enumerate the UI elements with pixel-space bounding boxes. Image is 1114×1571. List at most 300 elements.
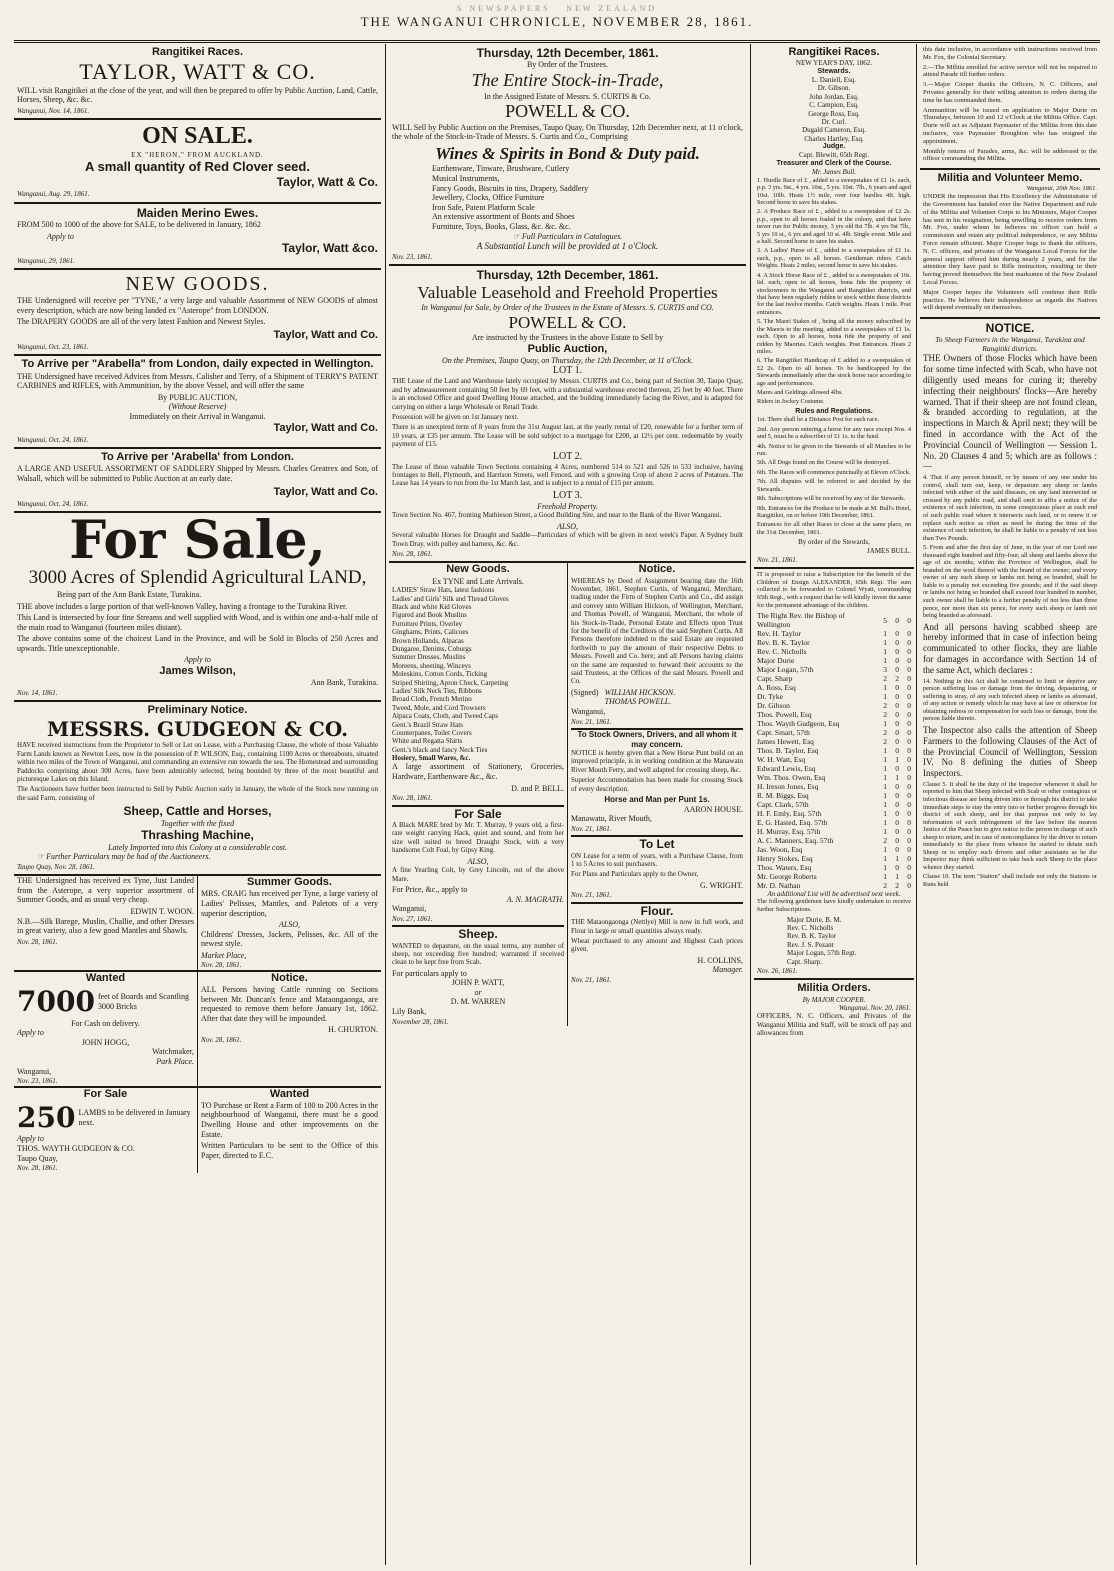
ad-body: Monthly returns of Parades, arms, &c. will be addressed to the officer commanding the Militia.	[923, 147, 1097, 163]
ad-body: Superior Accommodation has been made for crossing Stock of every description.	[571, 776, 743, 793]
amount-pence: 0	[907, 881, 911, 891]
ad-or: or	[474, 987, 482, 997]
ad-date: Wanganui, Aug. 29, 1861.	[17, 190, 90, 199]
ad-body: THE Undersigned will receive per "TYNE," a very large and valuable Assortment of NEW GOODS of almost every description, which are now being landed ex "Asterope" from LONDON.	[17, 296, 378, 315]
amount-pence: 0	[907, 656, 911, 666]
ad-body: THE Lease of the Land and Warehouse lately occupied by Messrs. CURTIS and Co., being part of Section 30, Taupo Quay, and by admeasurement containing 50 feet by 69 feet, with a substantial warehouse erected thereon, 25 feet by 40 feet. There is an enclosed Office and good Dwelling House attached, and the building immediately facing the River, and is adapted for carrying on either a large Wholesale or Retail Trade.	[392, 377, 743, 411]
subscription-row	[757, 818, 911, 827]
goods-item: Iron Safe, Patent Platform Scale	[432, 202, 535, 212]
amount-pence: 0	[907, 773, 911, 783]
amount-shillings: 0	[895, 683, 899, 693]
amount-pounds: 1	[883, 746, 887, 756]
ad-subhead: Judge.	[822, 143, 846, 151]
ad-subhead: Rules and Regulations.	[795, 407, 873, 415]
amount-shillings: 0	[895, 737, 899, 747]
amount-shillings: 0	[895, 818, 899, 828]
amount-pounds: 1	[883, 755, 887, 765]
race-item: 1. Hurdle Race of £ , added to a sweepstakes of £1 1s. each, p.p. 3 yrs. 9st., 4 yrs. 10st., 5 yrs. 10st. 7lb., 6 years and aged 10st. 10lb. Heats 1½ mile, over four hurdles 4ft. high. Second horse to save his stakes.	[757, 176, 911, 206]
subscription-row	[757, 674, 911, 683]
steward-name: George Ross, Esq.	[808, 109, 860, 118]
subscription-row	[757, 719, 911, 728]
ad-signature: Taylor, Watt &co.	[281, 241, 378, 256]
amount-pence: 0	[907, 800, 911, 810]
amount-pence: 0	[907, 755, 911, 765]
ad-arabella-saddlery	[14, 449, 381, 513]
subscription-row	[757, 647, 911, 656]
amount-pence: 0	[907, 872, 911, 882]
ad-date: Wanganui, Oct. 23, 1861.	[17, 343, 89, 352]
masthead	[14, 4, 1100, 43]
ad-line: By order of the Stewards,	[798, 538, 870, 547]
ad-woon	[14, 876, 198, 970]
ad-date: Nov. 14, 1861.	[17, 688, 58, 697]
ad-body: The Lease of those valuable Town Sections containing 4 Acres, numbered 514 to 521 and 526 to 533 inclusive, having frontages to Bell, Plymouth, and Harrison Streets, well Fenced, and with a growing Crop of about 2 acres of Potatoes. The Lease has 14 years to run from the 1st March last, and is subject to a rental of £15 per annum.	[392, 462, 743, 488]
subscriber-name: Thos. B. Taylor, Esq	[757, 746, 819, 756]
ad-title: New Goods.	[446, 563, 510, 576]
ad-body: The above contains some of the choicest Land in the Province, and will be Sold in Blocks of 250 Acres and upwards. Title unexceptionable.	[17, 634, 378, 653]
ad-body: Being part of the Ann Bank Estate, Turakina.	[57, 589, 202, 599]
ad-title: Summer Goods.	[247, 876, 332, 889]
amount-pounds: 2	[883, 674, 887, 684]
goods-item: Brown Hollands, Alpacas	[392, 636, 464, 645]
receiver-name: Major Durie, B. M.	[787, 915, 842, 924]
amount-pence: 0	[907, 845, 911, 855]
ad-subhead: Stewards.	[817, 67, 851, 75]
subscription-row	[757, 863, 911, 872]
ad-date: Wanganui, 20th Nov. 1861.	[1026, 185, 1097, 193]
amount-pounds: 1	[883, 854, 887, 864]
goods-item: Furniture Prints, Overley	[392, 619, 463, 628]
ad-to-let	[571, 837, 743, 904]
subscription-row	[757, 800, 911, 809]
ad-date: Wanganui, Oct. 24, 1861.	[17, 435, 89, 444]
subscription-row	[757, 683, 911, 692]
ad-wanted-boards	[14, 972, 198, 1086]
amount-pence: 0	[907, 701, 911, 711]
amount-pounds: 1	[883, 827, 887, 837]
ad-body: Major Cooper hopes the Volunteers will continue their Rifle practice. He believes their independence as regards the Natives will depend eventually on themselves.	[923, 288, 1097, 312]
rule-item: 2nd. Any person entering a horse for any race except Nos. 4 and 5, must be a subscriber of £1 1s. to the fund.	[757, 425, 911, 441]
subscriber-name: Mr. D. Nathan	[757, 881, 801, 891]
subscription-row	[757, 746, 911, 755]
ad-quantity	[17, 1101, 194, 1135]
amount-pounds: 5	[883, 615, 887, 625]
ad-subtitle: Ex TYNE and Late Arrivals.	[432, 576, 524, 586]
firm-name: MESSRS. GUDGEON & CO.	[46, 717, 349, 742]
goods-item: Earthenware, Tinware, Brushware, Cutlery	[432, 164, 570, 174]
amount-pence: 0	[907, 863, 911, 873]
ad-merino-ewes	[14, 204, 381, 270]
ad-date: Nov. 28, 1861.	[17, 1164, 58, 1173]
rule-item: 4th. Notice to be given to the Stewards of all Matches to be run.	[757, 442, 911, 457]
amount-pounds: 1	[883, 845, 887, 855]
ad-line: (Without Reserve)	[168, 402, 227, 412]
subscription-row	[757, 773, 911, 782]
ad-apply: Apply to	[17, 1134, 44, 1144]
receiver-name: Rev. B. K. Taylor	[787, 932, 837, 941]
amount-pounds: 1	[883, 692, 887, 702]
amount-shillings: 0	[895, 615, 899, 625]
amount-shillings: 0	[895, 791, 899, 801]
judge-name: Capt. Blewitt, 65th Regt.	[799, 151, 869, 160]
rule-item: 8th. Subscriptions will be received by any of the Stewards.	[757, 495, 906, 503]
ad-column-left	[389, 563, 568, 1026]
column-4	[920, 44, 1100, 1565]
ad-line: For Price, &c., apply to	[392, 884, 468, 894]
amount-pence: 0	[907, 728, 911, 738]
ad-body: Wheat purchased to any amount and Highest Cash prices given.	[571, 936, 743, 954]
subscription-row	[757, 737, 911, 746]
ad-date: Nov. 28, 1861.	[392, 794, 433, 803]
ad-line	[17, 852, 378, 862]
goods-item: Furniture, Toys, Books, Glass, &c. &c. &c.	[432, 221, 571, 231]
race-item: 3. A Ladies' Purse of £ , added to a sweepstakes of £1 1s. each, p.p., open to all horses. Gentleman riders. Catch Weights. Heats 2 miles, second horse to save his stakes.	[757, 247, 911, 270]
ad-date: November 28, 1861.	[392, 1017, 449, 1026]
subscription-row	[757, 854, 911, 863]
race-item: 5. The Maori Stakes of , being all the money subscribed by the Maoris to the meeting, added to a sweepstakes of £1 1s. each. Open to all horses, bona fide the property of and ridden by Maories. Catch weights. Post Entrances. Heats 2 miles.	[757, 318, 911, 355]
ad-line-text: Full Particulars in Catalogues.	[521, 231, 623, 241]
subscription-row	[757, 611, 911, 629]
ad-body: UNDER the impression that His Excellency the Administrator of the Government has handed over the Native Department and rule of the Militia and Volunteer Corps to his Ministers, Major Cooper has sent in his resignation, being unwilling to receive orders from Mr. Fox, under whom he believes no officer can hold a commission and retain any political independence, or any Militia Force remain efficient. Major Cooper begs to thank the officers, N. C. officers, and privates of the Wanganui Local Forces for the general support offered him during nearly 2 years, and for the attention they have paid to Rifle instruction, resulting in their having proved themselves the best marksmen of the New Zealand Local Forces.	[923, 193, 1097, 286]
rule-item: 1st. There shall be a Distance Post for each race.	[757, 416, 880, 424]
ad-body: TO Purchase or Rent a Farm of 100 to 200 Acres in the neighbourhood of Wanganui, there must be a good Dwelling House and other improvements on the Estate.	[201, 1100, 378, 1139]
ad-body: There is an unexpired term of 8 years from the 31st August last, at the yearly rental of £20, renewable for a further term of 10 years, at £35 per annum. The Lease will be sold subject to a mortgage for £200, at 12½ per cent. redeemable by yearly payment of £15.	[392, 423, 743, 449]
ad-body: THE Mataongaonga (Nettlye) Mill is now in full work, and Flour in large or small quantities always ready.	[571, 918, 743, 935]
receiver-name: Capt. Sharp.	[787, 957, 822, 966]
ad-rangitikei-races	[754, 44, 914, 569]
race-item: 2. A Produce Race of £ , added to a sweepstakes of £2 2s. p.p., open to all horses foaled in the colony, and that have never run for Public money, 3 yrs old 8st 7lb. 4 yrs 9st 7lb., 5 yrs 10 st., 6 yrs and aged 10 st. 4lb. Single event. Mile and a half. Second horse to save his stakes.	[757, 208, 911, 246]
amount-pence: 0	[907, 674, 911, 684]
ad-body: A fine Yearling Colt, by Grey Lincoln, out of the above Mare.	[392, 866, 564, 883]
ad-line: Are instructed by the Trustees in the above Estate to Sell by	[471, 333, 664, 343]
amount-shillings: 1	[895, 854, 899, 864]
ad-number: 250	[17, 1100, 76, 1134]
ad-title: To Arrive per 'Arabella' from London.	[101, 451, 294, 464]
ad-row	[14, 1086, 381, 1173]
ad-new-goods-bell	[392, 563, 564, 806]
ad-militia-memo	[920, 170, 1100, 319]
ad-title: ON SALE.	[142, 123, 253, 150]
rules-list	[757, 416, 911, 536]
ad-for-sale-land	[14, 513, 381, 702]
goods-item: Striped Shirting, Apron Check, Carpeting	[392, 678, 509, 687]
ad-body: NOTICE is hereby given that a New Horse Punt build on an improved principle, is in working condition at the Manawatu River Mouth Ferry, and well adapted for crossing sheep, &c.	[571, 749, 743, 774]
amount-pence: 0	[907, 827, 911, 837]
amount-pence: 0	[907, 683, 911, 693]
ad-body: For Plans and Particulars apply to the Owner,	[571, 870, 699, 879]
steward-name: Dugald Cameron, Esq.	[802, 126, 866, 135]
ad-title: Rangitikei Races.	[151, 46, 244, 58]
ad-stock-in-trade	[389, 44, 746, 266]
subscription-row	[757, 755, 911, 764]
ad-quantity	[17, 985, 194, 1019]
amount-pounds: 1	[883, 809, 887, 819]
amount-pounds: 1	[883, 647, 887, 657]
ad-row	[14, 876, 381, 970]
ad-body: N.B.—Silk Barege, Muslin, Challie, and other Dresses in great variety, also a few good Mantles and Shawls.	[17, 916, 194, 936]
rule-item: Entrances for all other Races to close at the same place, on the 31st December, 1861.	[757, 521, 911, 536]
goods-item: Gent.'s black and fancy Neck Ties	[392, 745, 488, 754]
ad-place: Manawatu, River Mouth,	[571, 814, 652, 824]
ad-line: For particulars apply to	[392, 968, 467, 978]
treasurer-name: Mr. James Bull.	[812, 168, 856, 177]
ad-subhead: Treasurer and Clerk of the Course.	[776, 159, 892, 167]
ad-line: Immediately on their Arrival in Wanganui.	[129, 412, 266, 421]
race-item: Riders in Jockey Costume.	[757, 398, 825, 406]
ad-gudgeon-preliminary	[14, 702, 381, 876]
subscription-row	[757, 764, 911, 773]
amount-shillings: 0	[895, 728, 899, 738]
ad-subtitle: In the Assigned Estate of Messrs. S. CURTIS & Co.	[484, 91, 651, 101]
subscriber-name: A. C. Manners, Esq. 57th	[757, 836, 834, 846]
ad-date: Nov. 23, 1861.	[17, 1077, 58, 1086]
amount-shillings: 1	[895, 773, 899, 783]
ad-body: THE Owners of those Flocks which have been for some time infected with Scab, who have not diligently used means for curing it; thereby infecting their neighbours' flocks—Are hereby warned. That if their sheep are not found clean, & branded according to regulation, at the inspections in March & April next; they will be fined in accordance with the Act of the Provincial Council of Wellington — Session 1. No. 20 Clauses 4 and 5; which are as follows :—	[923, 353, 1097, 472]
subscription-row	[757, 782, 911, 791]
subscriber-name: Henry Stokes, Esq	[757, 854, 813, 864]
goods-item: An extensive assortment of Boots and Shoes	[432, 212, 575, 222]
subscription-row	[757, 728, 911, 737]
subscription-row	[757, 629, 911, 638]
amount-pence: 0	[907, 629, 911, 639]
ad-signature: JAMES BULL.	[867, 546, 911, 555]
subscriber-name: Dr. Tyke	[757, 692, 784, 702]
ad-signature: Park Place.	[156, 1057, 194, 1067]
subscriber-name: R. M. Biggs, Esq	[757, 791, 809, 801]
ad-subtitle: To Sheep Farmers in the Wanganui, Turakina and Rangitiki districts.	[935, 335, 1085, 354]
ad-signature: James Wilson,	[159, 665, 236, 678]
masthead-title: THE WANGANUI CHRONICLE, NOVEMBER 28, 1861.	[360, 14, 754, 29]
ad-body: 14. Nothing in this Act shall be construed to limit or deprive any person suffering loss or damage from the driving, depasturing, or suffering to stray, of any such infected sheep or lambs as aforesaid, of any action or remedy which he may have at law or otherwise for obtaining redress or compensation for such loss or damage, from the person liable thereto.	[923, 677, 1097, 723]
goods-item: Hosiery, Small Wares, &c.	[392, 754, 471, 763]
amount-shillings: 0	[895, 800, 899, 810]
amount-shillings: 0	[895, 710, 899, 720]
goods-item: Ladies' and Girls' Silk and Thread Gloves	[392, 594, 509, 603]
ad-flour	[571, 904, 743, 985]
ad-title: Militia and Volunteer Memo.	[937, 172, 1083, 185]
subscriber-name: Capt. Clark, 57th	[757, 800, 809, 810]
firm-name: POWELL & CO.	[505, 101, 630, 122]
lot-heading: LOT 1.	[552, 365, 583, 377]
ad-title: For Sale,	[69, 513, 326, 572]
ad-body: IT is proposed to raise a Subscription for the benefit of the Children of Ensign ALEXANDER, 65th Regt. The sum collected to be forwarded to Colonel Wyatt, commanding 65th Regt., with a request that he will kindly invest the same for the permanent advantage of the children.	[757, 571, 911, 609]
ad-signature-block	[605, 688, 676, 707]
column-1	[14, 44, 381, 1565]
amount-pounds: 1	[883, 773, 887, 783]
goods-item: Moreens, sheeting, Winceys	[392, 661, 471, 670]
ad-title: To Let	[639, 837, 675, 852]
amount-shillings: 0	[895, 647, 899, 657]
ad-signature-place: Ann Bank, Turakina.	[310, 678, 378, 688]
amount-pounds: 1	[883, 818, 887, 828]
receiver-name: Rev. J. S. Pezant	[787, 940, 834, 949]
subscriber-name: Rev. B. K. Taylor	[757, 638, 810, 648]
race-list	[757, 177, 911, 406]
ad-militia-orders-cont	[920, 44, 1100, 170]
ad-date: Nov. 26, 1861.	[757, 966, 798, 975]
race-item: 6. The Rangitikei Handicap of £ added to a sweepstakes of £2 2s. Open to all horses. To be handicapped by the Stewards immediately after the stock horse race according to age and performances.	[757, 357, 911, 387]
column-3	[754, 44, 914, 1565]
ad-body: HAVE received instructions from the Proprietor to Sell or Let on Lease, with a Purchasing Clause, the whole of those Valuable Farm Lands known as Newton Lees, now in the possession of P. WILSON, Esq., containing 1100 Acres or thereabouts, situated within two miles of the Town of Wanganui, and commanding an extensive run towards the sea. The Homestead and surrounding Paddocks comprising about 300 Acres, have been admirably selected, being bounded by three of the most beautiful and picturesque Lakes on this Island.	[17, 741, 378, 783]
steward-list	[757, 76, 911, 143]
ad-signature: Taylor, Watt and Co.	[273, 421, 378, 434]
subscription-table	[757, 611, 911, 890]
ad-punt-notice	[571, 730, 743, 837]
ad-signature: THOS. WAYTH GUDGEON & CO.	[17, 1143, 135, 1153]
rule-item: 9th. Entrances for the Produce to be made at M. Bull's Hotel, Rangitikei, on or before 19th December, 1861.	[757, 504, 911, 519]
ad-signature: D. M. WARREN	[450, 997, 506, 1007]
subscriber-name: Thos. Waters, Esq	[757, 863, 812, 873]
amount-pounds: 1	[883, 782, 887, 792]
ad-body: FROM 500 to 1000 of the above for SALE, to be delivered in January, 1862	[17, 220, 261, 230]
amount-pounds: 1	[883, 638, 887, 648]
amount-pence: 0	[907, 737, 911, 747]
ad-militia-orders	[754, 980, 914, 1042]
ad-line: On the Premises, Taupo Quay, on Thursday, the 12th December, at 11 o'Clock.	[442, 355, 693, 365]
subscription-row	[757, 692, 911, 701]
ad-subtitle: In Wanganui for Sale, by Order of the Trustees in the Estate of Messrs. S. CURTIS and CO.	[421, 303, 714, 313]
ad-place: Wanganui,	[17, 1066, 52, 1076]
ad-signature: Taylor, Watt and Co.	[273, 485, 378, 498]
goods-item: Summer Dresses, Muslins	[392, 653, 466, 662]
ad-signed: (Signed)	[571, 687, 599, 697]
ad-date: Nov. 21, 1861.	[757, 555, 798, 564]
ad-on-sale	[14, 120, 381, 204]
ad-subhead: Sheep, Cattle and Horses,	[123, 804, 272, 819]
amount-shillings: 0	[895, 692, 899, 702]
goods-item: Alpaca Coats, Cloth, and Tweed Caps	[392, 712, 499, 721]
goods-item: Tweed, Mole, and Cord Trowsers	[392, 703, 486, 712]
subscriber-name: Capt. Sharp	[757, 674, 793, 684]
steward-name: John Jordan, Esq.	[809, 92, 859, 101]
amount-pounds: 2	[883, 710, 887, 720]
ad-line: By PUBLIC AUCTION,	[157, 392, 238, 402]
ad-body: The DRAPERY GOODS are all of the very latest Fashion and Newest Styles.	[17, 317, 266, 327]
ad-apply: Apply to	[17, 1028, 44, 1038]
ad-apply: Apply to	[47, 231, 74, 241]
ad-line: For Cash on delivery.	[71, 1018, 140, 1028]
goods-item: Ginghams, Prints, Calicoes	[392, 628, 469, 637]
ad-date-head: Thursday, 12th December, 1861.	[476, 268, 659, 283]
subscriber-name: Major Durie	[757, 656, 795, 666]
ad-line-text: Further Particulars may be had of the Auctioneers.	[46, 852, 211, 862]
ad-title: NEW GOODS.	[125, 273, 270, 296]
ad-for-sale-lambs	[14, 1088, 198, 1173]
ad-body: 5. From and after the first day of June, in the year of our Lord one thousand eight hundred and fifty-four, all sheep and lambs above the age of six months, within the Province of Wellington, shall be branded on the wool thereof with the brand of the owner; and every owner of any such sheep or lambs not being so branded, shall be liable to a penalty not exceeding five pounds; and if the said sheep or lambs not being so branded shall exceed four hundred in number, such owner shall be liable to a further penalty of not less than three pence, nor more than six pence, for every such sheep or lamb not being branded as aforesaid.	[923, 544, 1097, 620]
amount-pounds: 2	[883, 737, 887, 747]
ad-line: Lately Imported into this Colony at a considerable cost.	[108, 842, 287, 852]
subscriber-name: Mr. George Roberts	[757, 872, 817, 882]
ad-date: Nov. 28, 1861.	[201, 961, 242, 970]
amount-pounds: 1	[883, 683, 887, 693]
column-rule	[750, 44, 751, 1565]
ad-title: Rangitikei Races.	[788, 46, 880, 58]
subscription-row	[757, 827, 911, 836]
ad-headline: Wines & Spirits in Bond & Duty paid.	[435, 143, 700, 163]
subscription-row	[757, 836, 911, 845]
amount-pounds: 1	[883, 800, 887, 810]
ad-title: Preliminary Notice.	[147, 704, 248, 717]
amount-shillings: 0	[895, 746, 899, 756]
amount-shillings: 0	[895, 665, 899, 675]
ad-line: A Substantial Lunch will be provided at 1 o'Clock.	[476, 241, 659, 252]
amount-pence: 0	[907, 647, 911, 657]
subscription-row	[757, 665, 911, 674]
ad-subhead: Thrashing Machine,	[141, 828, 254, 843]
subscription-row	[757, 872, 911, 881]
amount-pence: 0	[907, 746, 911, 756]
subscription-row	[757, 701, 911, 710]
ad-body: A Black MARE bred by Mr. T. Murray, 9 years old, a first-rate weight carrying Hack, quiet and sound, and from her size well suited to breed Draught Stock, with a very handsome Colt Foal, by Gipsy King.	[392, 821, 564, 855]
ad-arabella-carbines	[14, 356, 381, 449]
ad-body: The Auctioneers have further been instructed to Sell by Public Auction early in January, the whole of the Stock now running on the said Farm, consisting of	[17, 785, 378, 802]
ad-title: Militia Orders.	[797, 982, 871, 995]
goods-item: Broad Cloth, French Merino	[392, 695, 472, 704]
amount-shillings: 0	[895, 782, 899, 792]
ad-date: Nov. 28, 1861.	[17, 937, 58, 946]
ad-rangitikei-taylor	[14, 44, 381, 120]
ad-body: Clause 5. It shall be the duty of the Inspector whenever it shall be reported to him that Sheep infected with Scab or other contagious or infectious disease are being driven into or through his district to take immediate steps to stay the entry into or further progress through his district of such sheep, and for that purpose not only to lay information of such infringement of the law before the nearest Justice of the Peace but to give notice to the person in charge of such sheep to return, and in case of noncompliance by the driver to return immediately to the place from whence he started to detain such Sheep or to employ such drivers and other assistants as he the Inspector may think sufficient to take back such Sheep to the place whence they started.	[923, 780, 1097, 871]
ad-body: Childrens' Dresses, Jackets, Pelisses, &c. All of the newest style.	[201, 929, 378, 949]
ad-apply: Apply to	[184, 655, 211, 665]
ad-body: ON Lease for a term of years, with a Purchase Clause, from 1 to 5 Acres to suit purchasers.	[571, 851, 743, 868]
amount-pounds: 1	[883, 719, 887, 729]
ad-summer-goods	[198, 876, 381, 970]
ad-title: Flour.	[640, 903, 674, 918]
ad-body: this date inclusive, in accordance with instructions received from Mr. Fox, the Colonial Secretary.	[923, 46, 1097, 61]
subscription-row	[757, 845, 911, 854]
ad-place: Lily Bank,	[392, 1007, 427, 1017]
amount-shillings: 2	[895, 881, 899, 891]
ad-signature: AARON HOUSE.	[683, 804, 743, 814]
amount-pence: 0	[907, 764, 911, 774]
ad-column-right	[568, 563, 746, 1026]
ad-title: To Arrive per "Arabella" from London, daily expected in Wellington.	[21, 358, 374, 371]
lot-heading: LOT 2.	[552, 450, 583, 462]
amount-pounds: 2	[883, 728, 887, 738]
subscription-row	[757, 638, 911, 647]
steward-name: C. Campion, Esq.	[809, 101, 859, 110]
amount-pounds: 2	[883, 881, 887, 891]
amount-shillings: 0	[895, 845, 899, 855]
column-rule	[916, 44, 917, 1565]
ad-date: Nov. 23, 1861.	[392, 252, 433, 261]
ad-signature: A. N. MAGRATH.	[506, 894, 564, 904]
goods-list	[392, 586, 564, 762]
goods-item: Musical Instruments,	[432, 173, 500, 183]
ad-title: Maiden Merino Ewes.	[136, 205, 259, 220]
pointing-hand-icon: ☞	[512, 231, 522, 241]
subscriber-name: H. F. Emly, Esq. 57th	[757, 809, 822, 819]
goods-item: Moleskins, Cotton Cords, Ticking	[392, 670, 488, 679]
ad-body: THE Undersigned have received Advices from Messrs. Calisher and Terry, of a Shipment of TERRY'S PATENT CARBINES and RIFLES, with Ammunition, by the above Vessel, and will offer the same	[17, 371, 378, 391]
rule-item: 6th. The Races will commence punctually at Eleven o'Clock.	[757, 468, 911, 476]
subscriber-name: H. Murray, Esq. 57th	[757, 827, 821, 837]
rule-item: 5th. All Dogs found on the Course will be destroyed.	[757, 459, 891, 467]
amount-pence: 0	[907, 692, 911, 702]
amount-shillings: 2	[895, 674, 899, 684]
ad-date: Nov. 21, 1861.	[571, 891, 612, 900]
goods-item: Black and white Kid Gloves	[392, 603, 472, 612]
ad-date-head: Thursday, 12th December, 1861.	[476, 46, 659, 60]
subscriber-name: Major Logan, 57th	[757, 665, 814, 675]
ad-line: Together with the fixed	[160, 818, 235, 828]
ad-signature: Taylor, Watt and Co.	[273, 328, 378, 341]
subscription-row	[757, 710, 911, 719]
amount-pounds: 1	[883, 656, 887, 666]
ad-title: Wanted	[269, 1087, 310, 1100]
amount-pounds: 2	[883, 701, 887, 711]
